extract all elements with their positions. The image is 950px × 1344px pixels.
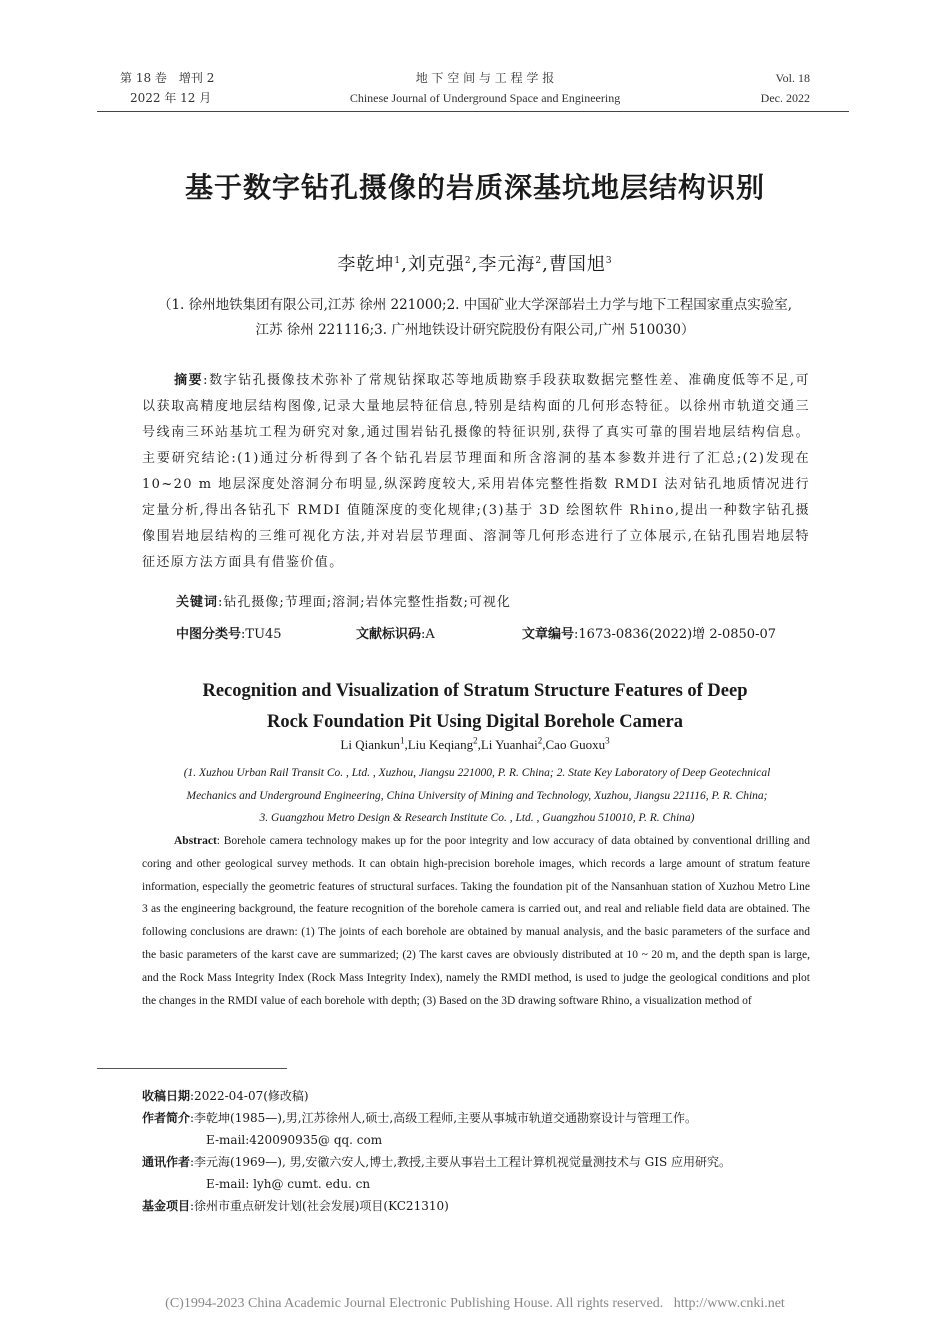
header-vol-en: Vol. 18 bbox=[775, 71, 810, 85]
abstract-cn-text: :数字钻孔摄像技术弥补了常规钻探取芯等地质勘察手段获取数据完整性差、准确度低等不足,可以获取高精度地层结构图像,记录大量地层特征信息,特别是结构面的几何形态特征。以徐州市轨道交通三号线南三环站基坑工程为研究对象,通过围岩钻孔摄像的特征识别,获得了真实可靠的围岩地层结构信息。主要研究结论:(1)通过分析得到了各个钻孔岩层节理面和所含溶洞的基本参数并进行了汇总;(2)发现在 10~20 m 地层深度处溶洞分布明显,纵深跨度较大,采用岩体完整性指数 RMDI 法对钻孔地质情况进行定量分析,得出各钻孔下 RMDI 值随深度的变化规律;(3)基于 3D 绘图软件 Rhino,提出一种数字钻孔摄像围岩地层结构的三维可视化方法,并对岩层节理面、溶洞等几何形态进行了立体展示,在钻孔围岩地层特征还原方法方面具有借鉴价值。 bbox=[142, 373, 810, 570]
footnotes bbox=[142, 1085, 842, 1217]
copyright-notice: (C)1994-2023 China Academic Journal Electronic Publishing House. All rights reserved. http://www.cnki.net bbox=[165, 1296, 785, 1311]
clc-number: 中图分类号:TU45 bbox=[176, 627, 282, 642]
header-date: 2022 年 12 月 bbox=[130, 91, 212, 105]
affiliation-cn-line: （1. 徐州地铁集团有限公司,江苏 徐州 221000;2. 中国矿业大学深部岩土力学与地下工程国家重点实验室, bbox=[157, 297, 793, 313]
keywords-cn-text: :钻孔摄像;节理面;溶洞;岩体完整性指数;可视化 bbox=[218, 595, 511, 610]
abstract-en bbox=[142, 830, 810, 1012]
author-en: Li Qiankun$^1$ bbox=[340, 735, 405, 752]
document-code: 文献标识码:A bbox=[356, 627, 435, 642]
article-number: 文章编号:1673-0836(2022)增 2-0850-07 bbox=[522, 627, 776, 642]
paper-title-en-line: Rock Foundation Pit Using Digital Borehole Camera bbox=[267, 712, 683, 732]
paper-title-en bbox=[97, 676, 853, 738]
footnote-corresponding: 通讯作者:李元海(1969—), 男,安徽六安人,博士,教授,主要从事岩土工程计算机视觉量测技术与 GIS 应用研究。 bbox=[142, 1155, 732, 1169]
header-date-en: Dec. 2022 bbox=[760, 91, 810, 105]
affiliation-en-line: Mechanics and Underground Engineering, China University of Mining and Technology, Xuzhou, Jiangsu 221116, P. R. China; bbox=[186, 789, 768, 802]
abstract-cn-label: 摘要 bbox=[174, 373, 204, 388]
header-volume-block bbox=[120, 68, 320, 108]
abstract-en-label: Abstract bbox=[174, 835, 217, 847]
affiliation-en-line: (1. Xuzhou Urban Rail Transit Co. , Ltd. , Xuzhou, Jiangsu 221000, P. R. China; 2. State Key Laboratory of Deep Geotechnical bbox=[183, 767, 771, 779]
abstract-cn bbox=[142, 368, 810, 576]
affiliation-en-line: 3. Guangzhou Metro Design & Research Institute Co. , Ltd. , Guangzhou 510010, P. R. China) bbox=[259, 812, 695, 824]
author-en: Cao Guoxu$^3$ bbox=[545, 735, 610, 752]
author-cn: 曹国旭$^3$ bbox=[548, 254, 613, 275]
author-en: Li Yuanhai$^2$ bbox=[480, 735, 543, 752]
footnote-corresponding-email[interactable]: E-mail: lyh@ cumt. edu. cn bbox=[206, 1177, 371, 1191]
header-volume: 第 18 卷 增刊 2 bbox=[120, 71, 215, 85]
footnote-rule bbox=[97, 1068, 287, 1069]
author-en: Liu Keqiang$^2$ bbox=[407, 735, 478, 752]
paper-title-cn: 基于数字钻孔摄像的岩质深基坑地层结构识别 bbox=[184, 171, 765, 204]
authors-en: Li Qiankun$^1$,Liu Keqiang$^2$,Li Yuanhai$^2$,Cao Guoxu$^3$ bbox=[340, 735, 610, 752]
authors-cn: 李乾坤$^1$,刘克强$^2$,李元海$^2$,曹国旭$^3$ bbox=[337, 254, 613, 275]
footnote-fund: 基金项目:徐州市重点研发计划(社会发展)项目(KC21310) bbox=[142, 1199, 449, 1213]
header-rule bbox=[97, 111, 849, 112]
author-cn: 李乾坤$^1$ bbox=[337, 254, 402, 275]
affiliation-cn bbox=[97, 293, 853, 343]
header-journal-block bbox=[300, 68, 670, 108]
footnote-author-bio: 作者简介:李乾坤(1985—),男,江苏徐州人,硕士,高级工程师,主要从事城市轨道交通勘察设计与管理工作。 bbox=[142, 1111, 698, 1125]
affiliation-en bbox=[107, 762, 847, 830]
paper-title-en-line: Recognition and Visualization of Stratum Structure Features of Deep bbox=[202, 681, 748, 701]
keywords-cn bbox=[176, 590, 816, 616]
header-vol-en-block bbox=[700, 68, 810, 108]
header-journal-cn: 地 下 空 间 与 工 程 学 报 bbox=[415, 71, 555, 85]
classification-row bbox=[176, 624, 816, 646]
header-journal-en: Chinese Journal of Underground Space and Engineering bbox=[349, 91, 621, 105]
keywords-cn-label: 关键词 bbox=[176, 595, 219, 610]
abstract-en-text: : Borehole camera technology makes up for the poor integrity and low accuracy of data obtained by conventional drilling and coring and other geological survey methods. It can obtain high-precision borehole images, which records a large amount of stratum feature information, especially the geometric features of structural surfaces. Taking the foundation pit of the Nansanhuan station of Xuzhou Metro Line 3 as the engineering background, the feature recognition of the borehole camera is carried out, and real and reliable field data are obtained. The following conclusions are drawn: (1) The joints of each borehole are obtained by manual analysis, and the basic parameters of the surface and the basic parameters of the karst cave are summarized; (2) The karst caves are obviously distributed at 10 ~ 20 m, and the depth span is large, and the Rock Mass Integrity Index (Rock Mass Integrity Index), namely the RMDI method, is used to judge the geological conditions and plot the changes in the RMDI value of each borehole with depth; (3) Based on the 3D drawing software Rhino, a visualization method of bbox=[142, 835, 810, 1007]
author-cn: 刘克强$^2$ bbox=[407, 254, 472, 275]
author-cn: 李元海$^2$ bbox=[478, 254, 543, 275]
footnote-received: 收稿日期:2022-04-07(修改稿) bbox=[142, 1089, 309, 1103]
footnote-author-email[interactable]: E-mail:420090935@ qq. com bbox=[206, 1133, 383, 1147]
affiliation-cn-line: 江苏 徐州 221116;3. 广州地铁设计研究院股份有限公司,广州 510030） bbox=[255, 322, 695, 338]
